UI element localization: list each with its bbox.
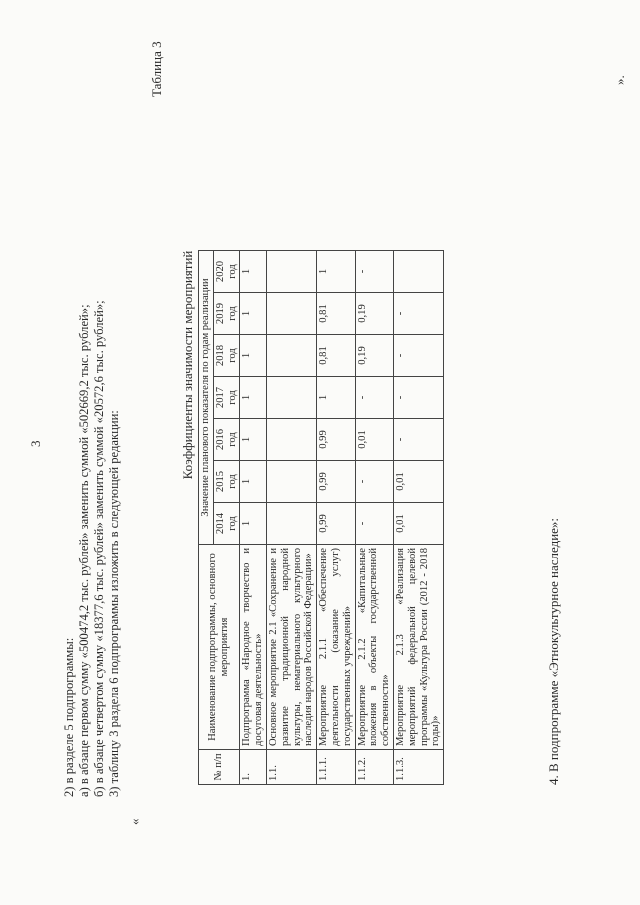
opening-quote: « — [127, 818, 142, 825]
header-num: № п/п — [199, 750, 240, 785]
row-value: 0,99 — [317, 419, 355, 461]
row-value: 1 — [240, 419, 267, 461]
row-value: - — [355, 377, 393, 419]
row-value: 1 — [240, 335, 267, 377]
header-year: 2016 год — [213, 419, 240, 461]
row-value — [266, 377, 316, 419]
closing-quote: ». — [612, 75, 627, 85]
row-name: Мероприятие 2.1.2 «Капитальные вложения в объекты государственной собственности» — [355, 545, 393, 750]
row-value: - — [393, 419, 443, 461]
row-value: - — [393, 293, 443, 335]
row-value: 0,19 — [355, 293, 393, 335]
page-number: 3 — [28, 440, 43, 447]
row-value: 1 — [240, 293, 267, 335]
row-value: 0,99 — [317, 461, 355, 503]
next-section-line: 4. В подпрограмме «Этнокультурное наследие»: — [546, 517, 561, 785]
row-num: 1.1.3. — [393, 750, 443, 785]
table-caption: Коэффициенты значимости мероприятий — [180, 250, 195, 480]
header-year: 2019 год — [213, 293, 240, 335]
row-num: 1.1.1. — [317, 750, 355, 785]
table-header-row — [199, 251, 214, 785]
row-name: Основное мероприятие 2.1 «Сохранение и развитие традиционной народной культуры, нематериального культурного наследия народов Российской Федерации» — [266, 545, 316, 750]
table-row — [240, 251, 267, 785]
row-value: 0,01 — [355, 419, 393, 461]
row-value — [266, 461, 316, 503]
row-value — [266, 419, 316, 461]
row-value — [266, 293, 316, 335]
row-value: 0,01 — [393, 461, 443, 503]
row-value: - — [355, 251, 393, 293]
header-year: 2018 год — [213, 335, 240, 377]
row-value — [266, 503, 316, 545]
row-value: 1 — [240, 251, 267, 293]
header-name: Наименование подпрограммы, основного мероприятия — [199, 545, 240, 750]
row-value: 0,81 — [317, 293, 355, 335]
table-row — [393, 251, 443, 785]
intro-line-1: 2) в разделе 5 подпрограммы: — [62, 637, 76, 797]
row-value: 1 — [240, 377, 267, 419]
intro-line-3: б) в абзаце четвертом сумму «18377,6 тыс. рублей» заменить суммой «20572,6 тыс. рублей»; — [92, 300, 106, 797]
header-group: Значение планового показателя по годам реализации — [199, 251, 214, 545]
header-year: 2015 год — [213, 461, 240, 503]
row-name: Мероприятие 2.1.1 «Обеспечение деятельности (оказание услуг) государственных учреждений» — [317, 545, 355, 750]
intro-line-4: 3) таблицу 3 раздела 6 подпрограммы изложить в следующей редакции: — [107, 410, 121, 797]
row-value: 1 — [240, 503, 267, 545]
row-value: - — [355, 503, 393, 545]
row-value: 0,99 — [317, 503, 355, 545]
row-value — [393, 251, 443, 293]
intro-paragraph — [62, 300, 122, 797]
row-value: - — [355, 461, 393, 503]
row-value: - — [393, 377, 443, 419]
coefficients-table — [198, 250, 444, 785]
table-row — [355, 251, 393, 785]
row-value: 1 — [240, 461, 267, 503]
header-year: 2014 год — [213, 503, 240, 545]
row-name: Мероприятие 2.1.3 «Реализация мероприятий федеральной целевой программы «Культура России (2012 - 2018 годы)» — [393, 545, 443, 750]
row-num: 1. — [240, 750, 267, 785]
row-value — [266, 251, 316, 293]
header-year: 2017 год — [213, 377, 240, 419]
table-row — [266, 251, 316, 785]
row-value: 1 — [317, 251, 355, 293]
row-value: 0,81 — [317, 335, 355, 377]
row-value: 0,01 — [393, 503, 443, 545]
row-num: 1.1. — [266, 750, 316, 785]
header-year: 2020 год — [213, 251, 240, 293]
row-num: 1.1.2. — [355, 750, 393, 785]
row-value: 1 — [317, 377, 355, 419]
row-name: Подпрограмма «Народное творчество и досуговая деятельность» — [240, 545, 267, 750]
row-value — [266, 335, 316, 377]
table-row — [317, 251, 355, 785]
intro-line-2: а) в абзаце первом сумму «500474,2 тыс. рублей» заменить суммой «502669,2 тыс. рублей»; — [77, 304, 91, 797]
row-value: - — [393, 335, 443, 377]
table-label: Таблица 3 — [149, 41, 164, 97]
row-value: 0,19 — [355, 335, 393, 377]
